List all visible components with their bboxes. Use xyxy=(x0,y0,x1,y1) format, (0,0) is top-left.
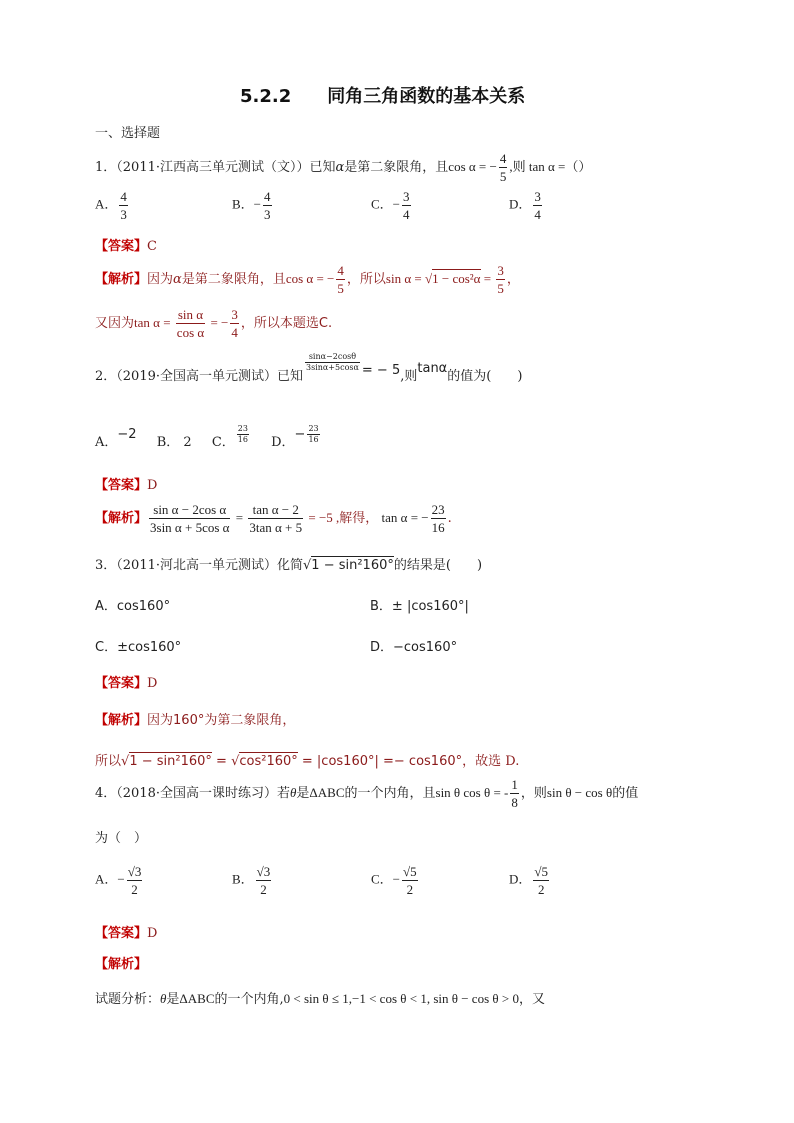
q4-stem-line2: 为（ ） xyxy=(95,831,148,846)
q1-option-a[interactable]: A． $\frac{4}{3}$ xyxy=(95,189,127,222)
q2-option-d[interactable]: D．− $\frac{23}{16}$ xyxy=(271,424,319,450)
q4-analysis-text: 试题分析：θ是ΔABC的一个内角,0 < sin θ ≤ 1,−1 < cos θ < 1, sin θ − cos θ > 0，又 xyxy=(95,991,545,1007)
q1-analysis-line2: 又因为tan α = $\frac{\text{sin α}}{\text{cos α}}$ = − $\frac{3}{4}$ ，所以本题选C. xyxy=(95,307,333,340)
q1-analysis-line1: 【解析】因为α是第二象限角，且cos α = − $\frac{4}{5}$ ，所以sin α = √1 − cos²α = $\frac{3}{5}$ ， xyxy=(95,263,520,296)
q1-option-b[interactable]: B．− $\frac{4}{3}$ xyxy=(232,189,271,222)
q3-answer: 【答案】D xyxy=(95,676,158,691)
q1-answer: 【答案】C xyxy=(95,239,157,254)
q4-option-b[interactable]: B． $\frac{√3}{2}$ xyxy=(232,864,271,897)
q3-option-d[interactable]: D．−cos160° xyxy=(370,640,458,655)
q2-stem: 2．（2019·全国高一单元测试）已知 $\frac{\sin\alpha-2\cos\theta}{3\sin\alpha+5\cos\alpha}$ = − 5,则tanα的值为( ) xyxy=(95,352,523,384)
q1-stem: 1．（2011·江西高三单元测试（文））已知α是第二象限角，且cos α = − $\frac{4}{5}$ ,则 tan α =（） xyxy=(95,151,592,184)
q2-option-b[interactable]: B． 2 xyxy=(156,435,192,450)
q4-option-d[interactable]: D． $\frac{√5}{2}$ xyxy=(509,864,549,897)
page-title: 5.2.2 同角三角函数的基本关系 xyxy=(240,86,526,107)
q3-stem: 3．（2011·河北高一单元测试）化简√1 − sin²160°的结果是( ) xyxy=(95,558,483,573)
q2-option-a[interactable]: A．−2 xyxy=(95,427,137,450)
q1-option-c[interactable]: C．− $\frac{3}{4}$ xyxy=(371,189,410,222)
q4-analysis-label: 【解析】 xyxy=(95,957,148,972)
q3-option-c[interactable]: C．±cos160° xyxy=(95,640,182,655)
q2-options xyxy=(95,424,322,458)
q3-analysis-line2: 所以√1 − sin²160° = √cos²160° = |cos160°| =− cos160°，故选 D. xyxy=(95,754,520,769)
q3-option-b[interactable]: B．± |cos160°| xyxy=(370,599,469,614)
q2-answer: 【答案】D xyxy=(95,478,158,493)
q3-option-a[interactable]: A．cos160° xyxy=(95,599,171,614)
q2-option-c[interactable]: C． $\frac{23}{16}$ xyxy=(211,424,248,450)
q1-option-d[interactable]: D． $\frac{3}{4}$ xyxy=(509,189,541,222)
q4-option-a[interactable]: A．− $\frac{√3}{2}$ xyxy=(95,864,142,897)
section-heading: 一、选择题 xyxy=(95,126,161,141)
q3-analysis-line1: 【解析】因为160°为第二象限角， xyxy=(95,713,296,728)
q4-stem: 4．（2018·全国高一课时练习）若θ是ΔABC的一个内角，且sin θ cos θ = - $\frac{1}{8}$ ，则sin θ − cos θ的值 xyxy=(95,777,639,810)
q4-option-c[interactable]: C．− $\frac{√5}{2}$ xyxy=(371,864,417,897)
q2-analysis: 【解析】 $\frac{\text{sin α − 2cos α}}{\text{3sin α + 5cos α}}$ = $\frac{\text{tan α − 2}}{\text{3tan α + 5}}$ = −5 ,解得， tan α = − $\frac{23}{16}$ . xyxy=(95,502,452,535)
q4-answer: 【答案】D xyxy=(95,926,158,941)
